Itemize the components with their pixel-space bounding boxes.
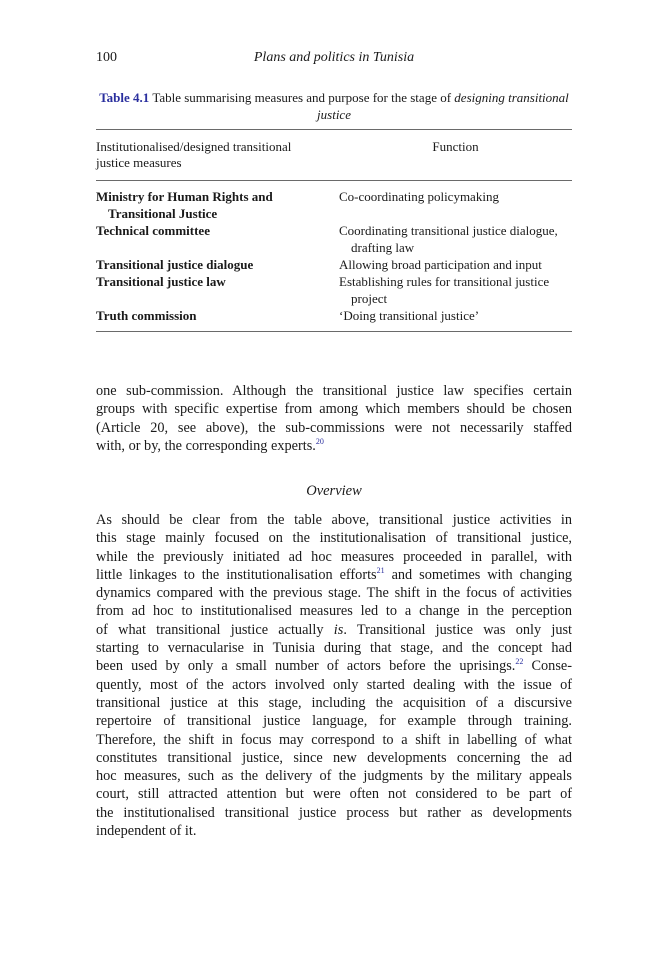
paragraph-overview bbox=[96, 511, 572, 840]
table-top-rule bbox=[96, 129, 572, 130]
running-title: Plans and politics in Tunisia bbox=[253, 50, 415, 65]
footnote-marker[interactable]: 22 bbox=[515, 657, 524, 667]
text-line bbox=[96, 621, 572, 639]
table-caption-italic: designing transitional justice bbox=[317, 90, 569, 122]
text-line: the institutionalised transitional justice process but rather as developments bbox=[96, 804, 572, 821]
row-function: Allowing broad participation and input bbox=[339, 257, 542, 272]
text-line: from ad hoc to institutionalised measures led to a change in the perception bbox=[96, 603, 572, 620]
text-line: court, still attracted attention but were often not considered to be part of bbox=[96, 786, 572, 803]
footnote-marker[interactable]: 20 bbox=[315, 436, 324, 446]
text-line: (Article 20, see above), the sub-commissions were not necessarily staffed bbox=[96, 419, 572, 436]
table-header-rule bbox=[96, 180, 572, 181]
running-head bbox=[96, 50, 572, 70]
footnote-marker[interactable]: 21 bbox=[376, 565, 385, 575]
text-segment: and sometimes with changing bbox=[384, 566, 572, 583]
text-line: this stage mainly focused on the institutionalisation of transitional justice, bbox=[96, 530, 572, 547]
row-function: ‘Doing transitional justice’ bbox=[339, 308, 480, 323]
paragraph-continuation bbox=[96, 382, 572, 455]
row-measure: Truth commission bbox=[96, 308, 197, 323]
text-line: groups with specific expertise from among which members should be chosen bbox=[96, 401, 572, 418]
text-line: independent of it. bbox=[96, 823, 197, 840]
text-segment: Conse- bbox=[523, 658, 572, 675]
row-measure: Transitional justice dialogue bbox=[96, 257, 254, 272]
text-segment: with, or by, the corresponding experts. bbox=[96, 437, 316, 454]
row-function: Coordinating transitional justice dialogue, drafting law bbox=[339, 223, 558, 255]
text-segment: of what transitional justice actually bbox=[96, 621, 334, 638]
table-caption-text: Table summarising measures and purpose for the stage of bbox=[152, 90, 452, 105]
table-label: Table 4.1 bbox=[99, 90, 150, 105]
table-header-function: Function bbox=[432, 139, 479, 154]
table-header-measures: Institutionalised/designed transitional justice measures bbox=[96, 139, 292, 170]
text-line: As should be clear from the table above, transitional justice activities in bbox=[96, 512, 572, 528]
text-segment: little linkages to the institutionalisation efforts bbox=[96, 566, 377, 583]
text-line: hoc measures, such as the delivery of the judgments by the military appeals bbox=[96, 768, 572, 785]
text-segment: . Transitional justice was only just bbox=[343, 621, 572, 638]
table-caption bbox=[96, 89, 572, 123]
text-line bbox=[96, 657, 572, 675]
row-measure: Transitional justice law bbox=[96, 274, 226, 289]
page-number: 100 bbox=[96, 50, 117, 65]
text-line bbox=[96, 437, 572, 455]
text-line: transitional justice at this stage, including the acquisition of a discursive bbox=[96, 694, 572, 711]
text-line bbox=[96, 566, 572, 584]
table-bottom-rule bbox=[96, 331, 572, 332]
row-measure: Ministry for Human Rights and Transitional Justice bbox=[96, 189, 273, 221]
text-line: dynamics compared with the previous stage. The shift in the focus of activities bbox=[96, 585, 572, 602]
text-line: starting to vernacularise in Tunisia during that stage, and the concept had bbox=[96, 640, 572, 657]
text-line: one sub-commission. Although the transitional justice law specifies certain bbox=[96, 383, 572, 399]
row-measure: Technical committee bbox=[96, 223, 210, 238]
text-line: while the previously initiated ad hoc measures proceeded in parallel, with bbox=[96, 548, 572, 565]
row-function: Establishing rules for transitional justice project bbox=[339, 274, 550, 306]
emphasis: is bbox=[333, 621, 344, 638]
text-line: repertoire of transitional justice language, for example through training. bbox=[96, 713, 572, 730]
text-segment: been used by only a small number of actors before the uprisings. bbox=[96, 658, 516, 675]
text-line: constitutes transitional justice, since new developments concerning the ad bbox=[96, 749, 572, 766]
row-function: Co-coordinating policymaking bbox=[339, 189, 499, 204]
text-line: Therefore, the shift in focus may correspond to a shift in labelling of what bbox=[96, 731, 572, 748]
text-line: quently, most of the actors involved only started dealing with the issue of bbox=[96, 676, 572, 693]
section-heading: Overview bbox=[306, 483, 362, 499]
